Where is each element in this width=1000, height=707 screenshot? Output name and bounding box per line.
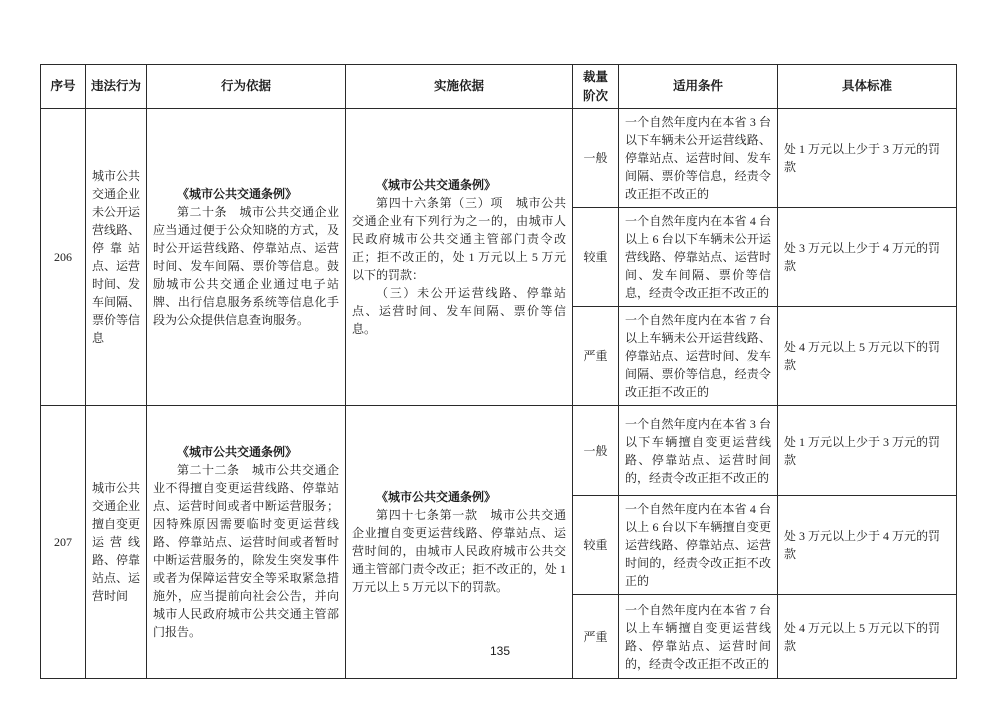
regulation-title: 《城市公共交通条例》 bbox=[177, 187, 298, 201]
condition-cell: 一个自然年度内在本省 3 台以下车辆擅自变更运营线路、停靠站点、运营时间的，经责令改正拒不改正的 bbox=[619, 406, 778, 496]
tier-level-cell: 较重 bbox=[573, 208, 619, 307]
penalty-discretion-table bbox=[40, 64, 957, 679]
header-behavior-basis: 行为依据 bbox=[147, 65, 346, 109]
condition-cell: 一个自然年度内在本省 4 台以上 6 台以下车辆未公开运营线路、停靠站点、运营时间、发车间隔、票价等信息，经责令改正拒不改正的 bbox=[619, 208, 778, 307]
regulation-body: 第四十七条第一款 城市公共交通企业擅自变更运营线路、停靠站点、运营时间的，由城市人民政府城市公共交通主管部门责令改正；拒不改正的，处 1 万元以上 5 万元以下的罚款。 bbox=[352, 508, 566, 594]
regulation-body: （三）未公开运营线路、停靠站点、运营时间、发车间隔、票价等信息。 bbox=[352, 286, 566, 336]
header-implementation-basis: 实施依据 bbox=[346, 65, 573, 109]
tier-level-cell: 严重 bbox=[573, 307, 619, 406]
standard-cell: 处 3 万元以上少于 4 万元的罚款 bbox=[778, 496, 957, 595]
behavior-basis-cell bbox=[147, 406, 346, 679]
condition-cell: 一个自然年度内在本省 4 台以上 6 台以下车辆擅自变更运营线路、停靠站点、运营时间的，经责令改正拒不改正的 bbox=[619, 496, 778, 595]
header-applicable-conditions: 适用条件 bbox=[619, 65, 778, 109]
table-header-row bbox=[41, 65, 957, 109]
header-violation: 违法行为 bbox=[86, 65, 147, 109]
standard-cell: 处 1 万元以上少于 3 万元的罚款 bbox=[778, 406, 957, 496]
standard-cell: 处 4 万元以上 5 万元以下的罚款 bbox=[778, 595, 957, 679]
standard-cell: 处 4 万元以上 5 万元以下的罚款 bbox=[778, 307, 957, 406]
tier-level-cell: 一般 bbox=[573, 109, 619, 208]
header-discretion-level: 裁量阶次 bbox=[573, 65, 619, 109]
table-row bbox=[41, 109, 957, 208]
regulation-body: 第四十六条第（三）项 城市公共交通企业有下列行为之一的，由城市人民政府城市公共交通主管部门责令改正；拒不改正的，处 1 万元以上 5 万元以下的罚款： bbox=[352, 196, 566, 282]
header-seq: 序号 bbox=[41, 65, 86, 109]
regulation-title: 《城市公共交通条例》 bbox=[376, 178, 497, 192]
implementation-basis-cell bbox=[346, 109, 573, 406]
regulation-body: 第二十二条 城市公共交通企业不得擅自变更运营线路、停靠站点、运营时间或者中断运营服务；因特殊原因需要临时变更运营线路、停靠站点、运营时间或者暂时中断运营服务的，除发生突发事件或者为保障运营安全等采取紧急措施外，应当提前向社会公告，并向城市人民政府城市公共交通主管部门报告。 bbox=[153, 463, 339, 639]
violation-cell: 城市公共交通企业未公开运营线路、停靠站点、运营时间、发车间隔、票价等信息 bbox=[86, 109, 147, 406]
page-number: 135 bbox=[489, 644, 511, 658]
violation-cell: 城市公共交通企业擅自变更运营线路、停靠站点、运营时间 bbox=[86, 406, 147, 679]
condition-cell: 一个自然年度内在本省 3 台以下车辆未公开运营线路、停靠站点、运营时间、发车间隔、票价等信息，经责令改正拒不改正的 bbox=[619, 109, 778, 208]
regulation-title: 《城市公共交通条例》 bbox=[376, 490, 497, 504]
tier-level-cell: 严重 bbox=[573, 595, 619, 679]
standard-cell: 处 1 万元以上少于 3 万元的罚款 bbox=[778, 109, 957, 208]
behavior-basis-cell bbox=[147, 109, 346, 406]
standard-cell: 处 3 万元以上少于 4 万元的罚款 bbox=[778, 208, 957, 307]
regulation-title: 《城市公共交通条例》 bbox=[177, 445, 298, 459]
tier-level-cell: 较重 bbox=[573, 496, 619, 595]
condition-cell: 一个自然年度内在本省 7 台以上车辆未公开运营线路、停靠站点、运营时间、发车间隔、票价等信息，经责令改正拒不改正的 bbox=[619, 307, 778, 406]
tier-level-cell: 一般 bbox=[573, 406, 619, 496]
header-specific-standards: 具体标准 bbox=[778, 65, 957, 109]
implementation-basis-cell bbox=[346, 406, 573, 679]
seq-cell: 207 bbox=[41, 406, 86, 679]
condition-cell: 一个自然年度内在本省 7 台以上车辆擅自变更运营线路、停靠站点、运营时间的，经责令改正拒不改正的 bbox=[619, 595, 778, 679]
seq-cell: 206 bbox=[41, 109, 86, 406]
regulation-body: 第二十条 城市公共交通企业应当通过便于公众知晓的方式，及时公开运营线路、停靠站点、运营时间、发车间隔、票价等信息。鼓励城市公共交通企业通过电子站牌、出行信息服务系统等信息化手段为公众提供信息查询服务。 bbox=[153, 205, 339, 327]
table-row bbox=[41, 406, 957, 496]
